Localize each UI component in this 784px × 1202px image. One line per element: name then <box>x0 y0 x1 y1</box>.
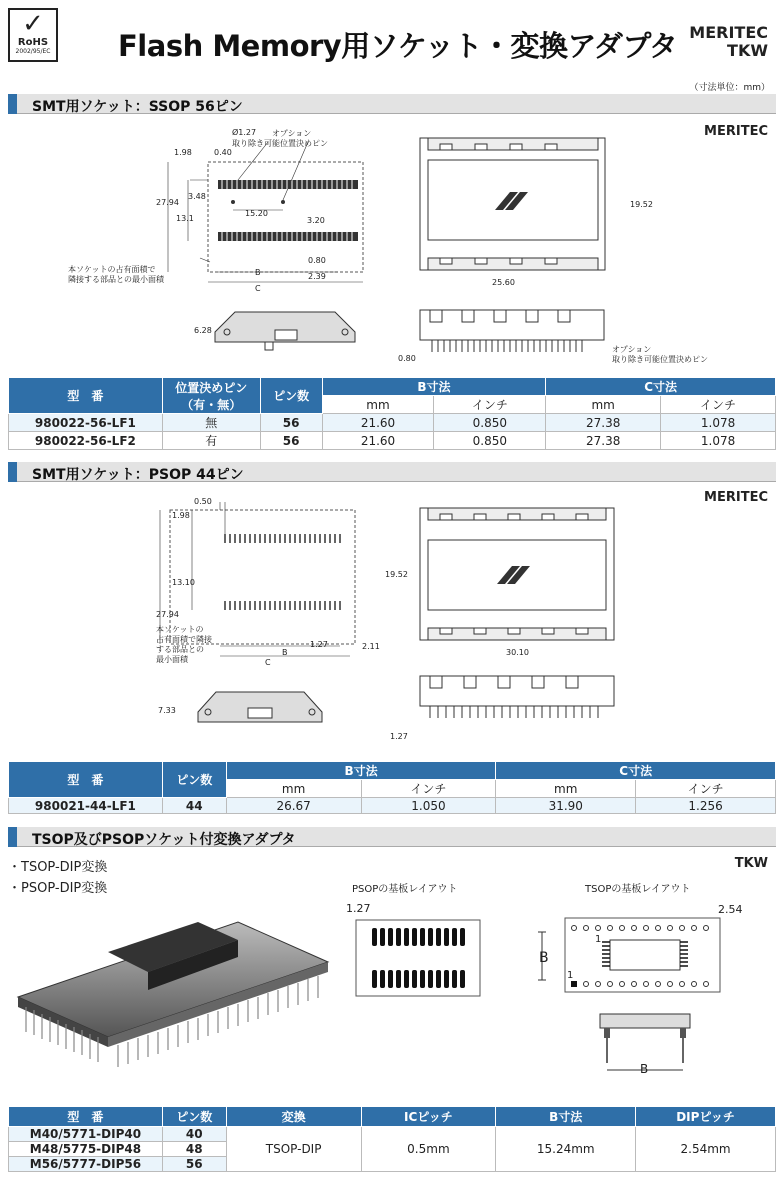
psop-layout-caption: PSOPの基板レイアウト <box>352 884 458 895</box>
dim-0-80: 0.80 <box>308 256 326 265</box>
th-ic: ICピッチ <box>361 1107 496 1127</box>
footprint-note-2: 隣接する部品との最小面積 <box>68 275 164 284</box>
bullet-tsop: ・TSOP-DIP変換 <box>8 860 108 875</box>
dim-7-33: 7.33 <box>158 706 176 715</box>
th-b-inch: インチ <box>434 396 546 414</box>
ssop-side-view <box>205 302 365 362</box>
tsop-dim-pitch: 2.54 <box>718 903 743 916</box>
footprint-note-2: 占有面積で隣接 <box>156 635 212 644</box>
th-conv: 変換 <box>226 1107 361 1127</box>
footprint-note-1: 本ソケットの <box>156 625 204 634</box>
psop-spec-table <box>8 761 776 814</box>
dim-3-48: 3.48 <box>188 192 206 201</box>
dim-13-10: 13.10 <box>172 578 195 587</box>
th-model: 型 番 <box>9 378 163 414</box>
table-row: 980021-44-LF1 44 26.67 1.050 31.90 1.256 <box>9 798 776 814</box>
dim-27-94: 27.94 <box>156 610 179 619</box>
section-title: SMT用ソケット：SSOP 56ピン <box>32 99 243 115</box>
footprint-note-1: 本ソケットの占有面積で <box>68 265 156 274</box>
dim-1-98: 1.98 <box>174 148 192 157</box>
unit-note: （寸法単位：mm） <box>689 83 770 93</box>
maker-label: MERITEC <box>704 124 768 139</box>
section-marker <box>8 827 17 847</box>
dim-2-39: 2.39 <box>308 272 326 281</box>
dim-pin-diameter: Ø1.27 <box>232 128 257 137</box>
dim-option: オプション <box>272 129 312 138</box>
table-row: M56/5777-DIP56 56 <box>9 1157 776 1172</box>
th-dip: DIPピッチ <box>636 1107 776 1127</box>
tsop-dim-b: B <box>539 950 549 966</box>
dim-3-20: 3.20 <box>307 216 325 225</box>
psop-front-view <box>414 672 620 724</box>
ssop-front-view <box>412 302 612 362</box>
section-header-psop <box>8 462 776 482</box>
section-header-ssop <box>8 94 776 114</box>
dim-2-11: 2.11 <box>362 642 380 651</box>
th-pins: ピン数 <box>162 1107 226 1127</box>
table-row: M48/5775-DIP48 48 <box>9 1142 776 1157</box>
dim-15-20: 15.20 <box>245 209 268 218</box>
ssop-spec-table <box>8 377 776 450</box>
ssop-top-view <box>410 130 620 275</box>
th-c-inch: インチ <box>661 396 776 414</box>
page-title: Flash Memory用ソケット・変換アダプタ <box>118 29 678 63</box>
dim-1-98: 1.98 <box>172 511 190 520</box>
psop-top-view <box>412 504 622 644</box>
bullet-psop: ・PSOP-DIP変換 <box>8 881 108 896</box>
dim-0-80-side: 0.80 <box>398 354 416 363</box>
rohs-code: 2002/95/EC <box>15 48 51 55</box>
th-b: B寸法 <box>496 1107 636 1127</box>
ic-cell: 0.5mm <box>361 1127 496 1172</box>
section-marker <box>8 462 17 482</box>
brand-tkw: TKW <box>727 41 768 60</box>
dim-30-10: 30.10 <box>506 648 529 657</box>
adapter-dim-b: B <box>640 1062 649 1076</box>
dim-0-50: 0.50 <box>194 497 212 506</box>
dim-b: B <box>282 648 288 657</box>
dim-b: B <box>255 268 261 277</box>
dim-1-27-side: 1.27 <box>390 732 408 741</box>
th-model: 型 番 <box>9 1107 163 1127</box>
th-model: 型 番 <box>9 762 163 798</box>
dim-0-40: 0.40 <box>214 148 232 157</box>
th-c-mm: mm <box>496 780 636 798</box>
th-c-inch: インチ <box>636 780 776 798</box>
section-title: SMT用ソケット：PSOP 44ピン <box>32 467 244 483</box>
dim-19-52: 19.52 <box>630 200 653 209</box>
section-marker <box>8 94 17 114</box>
dip-cell: 2.54mm <box>636 1127 776 1172</box>
table-row: 980022-56-LF1 無 56 21.60 0.850 27.38 1.078 <box>9 414 776 432</box>
footprint-note-4: 最小面積 <box>156 655 188 664</box>
psop-side-view <box>190 684 330 740</box>
dim-25-60: 25.60 <box>492 278 515 287</box>
th-c: C寸法 <box>496 762 776 780</box>
psop-dim-pitch: 1.27 <box>346 902 371 915</box>
dim-c: C <box>265 658 271 667</box>
dim-13-1: 13.1 <box>176 214 194 223</box>
dim-19-52: 19.52 <box>385 570 408 579</box>
th-b-inch: インチ <box>361 780 496 798</box>
footprint-note-3: する部品との <box>156 645 204 654</box>
pin1-marker-top: 1 <box>595 934 602 945</box>
psop-layout-drawing <box>350 914 485 999</box>
th-pins: ピン数 <box>260 378 322 414</box>
rohs-label: RoHS <box>17 37 49 48</box>
maker-label: TKW <box>734 856 768 871</box>
dim-1-27: 1.27 <box>310 640 328 649</box>
maker-label: MERITEC <box>704 490 768 505</box>
dim-27-94: 27.94 <box>156 198 179 207</box>
pin1-marker-bottom: 1 <box>567 970 574 981</box>
adapter-spec-table <box>8 1106 776 1172</box>
brand-meritec: MERITEC <box>689 23 768 42</box>
side-removable-pin: 取り除き可能位置決めピン <box>612 355 708 364</box>
th-b-mm: mm <box>322 396 434 414</box>
th-pins: ピン数 <box>162 762 226 798</box>
section-header-adapter <box>8 827 776 847</box>
th-b: B寸法 <box>226 762 496 780</box>
tsop-layout-drawing <box>530 912 725 997</box>
th-c: C寸法 <box>546 378 776 396</box>
th-b: B寸法 <box>322 378 546 396</box>
table-row: 980022-56-LF2 有 56 21.60 0.850 27.38 1.078 <box>9 432 776 450</box>
th-c-mm: mm <box>546 396 661 414</box>
check-icon: ✓ <box>22 9 44 39</box>
conv-cell: TSOP-DIP <box>226 1127 361 1172</box>
b-cell: 15.24mm <box>496 1127 636 1172</box>
rohs-badge <box>8 8 58 62</box>
section-title: TSOP及びPSOPソケット付変換アダプタ <box>32 832 296 848</box>
th-pin-pos: 位置決めピン （有・無） <box>162 378 260 414</box>
tsop-layout-caption: TSOPの基板レイアウト <box>585 884 691 895</box>
adapter-photo <box>8 902 338 1072</box>
dim-c: C <box>255 284 261 293</box>
dim-removable-pin: 取り除き可能位置決めピン <box>232 139 328 148</box>
brand-block <box>689 24 768 60</box>
table-row: M40/5771-DIP40 40 TSOP-DIP 0.5mm 15.24mm 2.54mm <box>9 1127 776 1142</box>
th-b-mm: mm <box>226 780 361 798</box>
dim-6-28: 6.28 <box>194 326 212 335</box>
side-option: オプション <box>612 345 652 354</box>
